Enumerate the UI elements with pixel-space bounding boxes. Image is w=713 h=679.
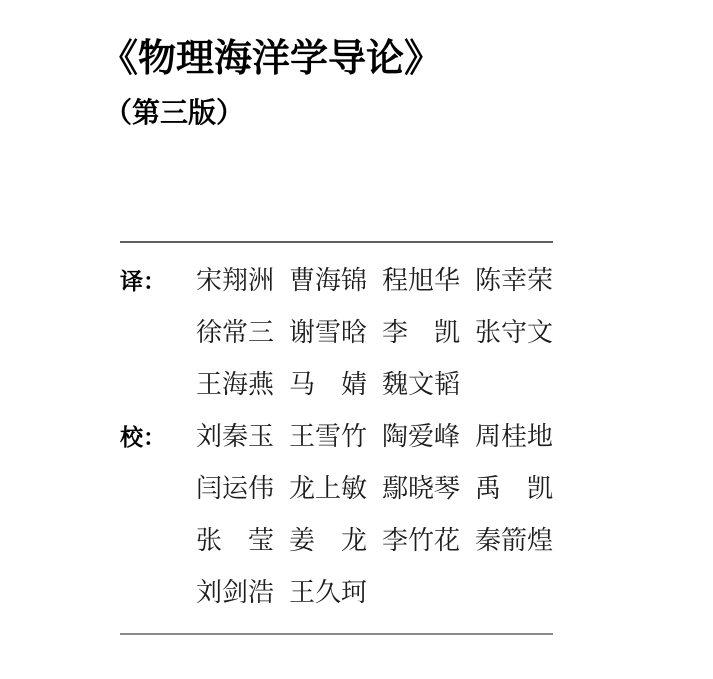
credit-row bbox=[120, 320, 553, 346]
person-name: 王海燕 bbox=[196, 370, 275, 399]
person-name: 陈幸荣 bbox=[475, 266, 554, 295]
person-name: 程旭华 bbox=[382, 266, 461, 295]
person-name: 闫运伟 bbox=[196, 474, 275, 503]
names-group bbox=[196, 320, 554, 346]
names-group bbox=[196, 528, 554, 554]
person-name: 刘剑浩 bbox=[196, 578, 275, 607]
person-name: 禹 凯 bbox=[475, 474, 554, 503]
person-name: 姜 龙 bbox=[289, 526, 368, 555]
names-group bbox=[196, 476, 554, 502]
person-name: 王雪竹 bbox=[289, 422, 368, 451]
person-name: 张 莹 bbox=[196, 526, 275, 555]
person-name: 鄢晓琴 bbox=[382, 474, 461, 503]
person-name: 张守文 bbox=[475, 318, 554, 347]
names-group bbox=[196, 372, 461, 398]
credit-row bbox=[120, 424, 553, 450]
credit-row bbox=[120, 268, 553, 294]
person-name: 周桂地 bbox=[475, 422, 554, 451]
credit-row bbox=[120, 476, 553, 502]
person-name: 谢雪晗 bbox=[289, 318, 368, 347]
credit-row bbox=[120, 528, 553, 554]
credits-rows bbox=[120, 243, 553, 606]
person-name: 刘秦玉 bbox=[196, 422, 275, 451]
person-name: 曹海锦 bbox=[289, 266, 368, 295]
person-name: 王久珂 bbox=[289, 578, 368, 607]
person-name: 徐常三 bbox=[196, 318, 275, 347]
person-name: 魏文韬 bbox=[382, 370, 461, 399]
person-name: 李 凯 bbox=[382, 318, 461, 347]
names-group bbox=[196, 268, 554, 294]
names-group bbox=[196, 424, 554, 450]
person-name: 李竹花 bbox=[382, 526, 461, 555]
credit-row bbox=[120, 372, 553, 398]
person-name: 秦箭煌 bbox=[475, 526, 554, 555]
person-name: 陶爱峰 bbox=[382, 422, 461, 451]
names-group bbox=[196, 580, 368, 606]
credit-row bbox=[120, 580, 553, 606]
role-label: 译： bbox=[120, 268, 166, 294]
book-title: 《物理海洋学导论》 bbox=[100, 38, 443, 80]
role-label: 校： bbox=[120, 424, 166, 450]
credits-section bbox=[120, 241, 553, 635]
person-name: 宋翔洲 bbox=[196, 266, 275, 295]
person-name: 马 婧 bbox=[289, 370, 368, 399]
edition-label: （第三版） bbox=[104, 97, 245, 128]
person-name: 龙上敏 bbox=[289, 474, 368, 503]
